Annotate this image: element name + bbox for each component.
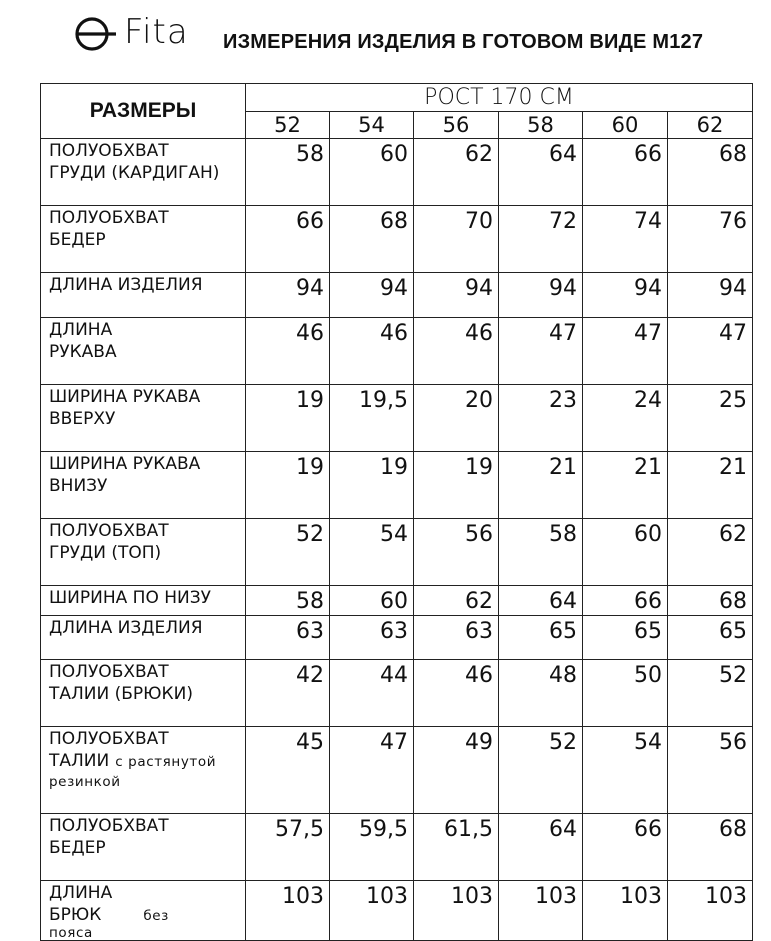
table-row — [41, 519, 753, 586]
measurement-value: 68 — [668, 586, 753, 616]
fita-logo-icon — [74, 12, 118, 52]
measurement-value: 94 — [246, 273, 330, 318]
measurement-value: 64 — [499, 139, 583, 206]
measurement-value: 45 — [246, 727, 330, 814]
measurement-value: 19 — [246, 452, 330, 519]
measurement-label — [41, 385, 246, 452]
measurement-value: 65 — [668, 616, 753, 660]
table-row — [41, 616, 753, 660]
size-header: 60 — [583, 112, 668, 139]
size-header: 62 — [668, 112, 753, 139]
measurement-label-line: ТАЛИИ — [49, 751, 110, 771]
measurement-label-tail: пояса — [49, 925, 93, 941]
measurement-label — [41, 586, 246, 616]
measurement-value: 94 — [414, 273, 499, 318]
measurement-value: 60 — [583, 519, 668, 586]
measurement-label-line: ДЛИНА — [49, 883, 113, 903]
measurement-value: 47 — [499, 318, 583, 385]
measurement-label-line: ПОЛУОБХВАТ — [49, 208, 169, 228]
measurement-value: 68 — [668, 139, 753, 206]
measurement-value: 61,5 — [414, 814, 499, 881]
measurement-label — [41, 727, 246, 814]
measurement-label-line: ШИРИНА ПО НИЗУ — [49, 588, 212, 608]
table-row — [41, 586, 753, 616]
measurement-value: 103 — [246, 881, 330, 941]
measurement-value: 21 — [499, 452, 583, 519]
measurement-value: 94 — [499, 273, 583, 318]
measurement-value: 62 — [668, 519, 753, 586]
table-body — [41, 139, 753, 941]
table-row — [41, 660, 753, 727]
measurement-label-line: ПОЛУОБХВАТ — [49, 816, 169, 836]
measurement-value: 25 — [668, 385, 753, 452]
measurement-label — [41, 273, 246, 318]
brand-logo — [74, 10, 189, 54]
measurement-label — [41, 660, 246, 727]
table-row — [41, 385, 753, 452]
brand-name: Fita — [124, 12, 189, 52]
measurement-value: 47 — [583, 318, 668, 385]
measurement-label-line: ПОЛУОБХВАТ — [49, 662, 169, 682]
measurement-value: 65 — [499, 616, 583, 660]
measurement-value: 49 — [414, 727, 499, 814]
measurement-value: 74 — [583, 206, 668, 273]
measurement-label — [41, 881, 246, 941]
measurement-label-line: ВНИЗУ — [49, 476, 108, 496]
measurement-value: 44 — [330, 660, 414, 727]
measurement-label-note: без — [143, 908, 169, 924]
measurement-value: 103 — [330, 881, 414, 941]
measurement-label-note: с растянутой — [115, 754, 217, 770]
measurement-value: 58 — [246, 139, 330, 206]
measurement-label-line: БЕДЕР — [49, 230, 106, 250]
size-header: 54 — [330, 112, 414, 139]
measurement-value: 24 — [583, 385, 668, 452]
measurement-value: 94 — [583, 273, 668, 318]
measurement-value: 46 — [330, 318, 414, 385]
measurement-value: 21 — [583, 452, 668, 519]
page-title: ИЗМЕРЕНИЯ ИЗДЕЛИЯ В ГОТОВОМ ВИДЕ М127 — [223, 31, 704, 53]
measurement-value: 103 — [499, 881, 583, 941]
measurement-value: 58 — [499, 519, 583, 586]
measurement-value: 64 — [499, 586, 583, 616]
measurement-value: 52 — [499, 727, 583, 814]
measurement-label-line: ТАЛИИ (БРЮКИ) — [49, 684, 193, 704]
size-header: 52 — [246, 112, 330, 139]
measurement-value: 66 — [246, 206, 330, 273]
measurement-value: 52 — [246, 519, 330, 586]
table-row — [41, 727, 753, 814]
measurement-value: 58 — [246, 586, 330, 616]
measurement-value: 47 — [330, 727, 414, 814]
measurement-value: 19 — [330, 452, 414, 519]
measurement-value: 60 — [330, 139, 414, 206]
measurement-value: 63 — [414, 616, 499, 660]
measurement-value: 66 — [583, 814, 668, 881]
measurement-label — [41, 318, 246, 385]
measurement-value: 70 — [414, 206, 499, 273]
measurement-value: 54 — [583, 727, 668, 814]
measurement-value: 21 — [668, 452, 753, 519]
size-chart-table — [40, 83, 753, 941]
measurement-value: 62 — [414, 586, 499, 616]
measurement-label-line: ПОЛУОБХВАТ — [49, 729, 169, 749]
measurement-value: 23 — [499, 385, 583, 452]
measurement-label-tail: резинкой — [49, 774, 121, 790]
measurement-label-line: ВВЕРХУ — [49, 409, 116, 429]
measurement-value: 63 — [330, 616, 414, 660]
measurement-value: 46 — [414, 660, 499, 727]
measurement-value: 52 — [668, 660, 753, 727]
measurement-value: 66 — [583, 139, 668, 206]
table-row — [41, 139, 753, 206]
measurement-value: 59,5 — [330, 814, 414, 881]
measurement-label-line: ДЛИНА ИЗДЕЛИЯ — [49, 618, 203, 638]
measurement-label-line: ДЛИНА — [49, 320, 113, 340]
measurement-label — [41, 814, 246, 881]
measurement-label-line: ГРУДИ (ТОП) — [49, 543, 162, 563]
table-row — [41, 273, 753, 318]
measurement-value: 66 — [583, 586, 668, 616]
measurement-label-line: РУКАВА — [49, 342, 117, 362]
measurement-label-line: ШИРИНА РУКАВА — [49, 387, 201, 407]
measurement-label-line: ШИРИНА РУКАВА — [49, 454, 201, 474]
measurement-value: 47 — [668, 318, 753, 385]
height-group-header: РОСТ 170 СМ — [246, 84, 753, 112]
measurement-value: 46 — [414, 318, 499, 385]
measurement-value: 103 — [414, 881, 499, 941]
size-header: 58 — [499, 112, 583, 139]
measurement-value: 19 — [246, 385, 330, 452]
measurement-label-line: ДЛИНА ИЗДЕЛИЯ — [49, 275, 203, 295]
measurement-value: 56 — [668, 727, 753, 814]
table-row — [41, 814, 753, 881]
measurement-value: 94 — [330, 273, 414, 318]
measurement-value: 19,5 — [330, 385, 414, 452]
measurement-label — [41, 206, 246, 273]
sizes-header: РАЗМЕРЫ — [41, 84, 246, 139]
measurement-value: 54 — [330, 519, 414, 586]
measurement-label — [41, 139, 246, 206]
table-row — [41, 318, 753, 385]
measurement-value: 103 — [583, 881, 668, 941]
measurement-label — [41, 452, 246, 519]
measurement-value: 68 — [668, 814, 753, 881]
measurement-value: 50 — [583, 660, 668, 727]
measurement-value: 68 — [330, 206, 414, 273]
header-row-group — [41, 84, 753, 112]
measurement-label-line: БЕДЕР — [49, 838, 106, 858]
size-header: 56 — [414, 112, 499, 139]
table-row — [41, 206, 753, 273]
measurement-value: 62 — [414, 139, 499, 206]
measurement-value: 94 — [668, 273, 753, 318]
measurement-value: 65 — [583, 616, 668, 660]
measurement-value: 103 — [668, 881, 753, 941]
measurement-value: 60 — [330, 586, 414, 616]
table-row — [41, 881, 753, 941]
measurement-value: 42 — [246, 660, 330, 727]
measurement-value: 63 — [246, 616, 330, 660]
measurement-label-line: ПОЛУОБХВАТ — [49, 521, 169, 541]
measurement-value: 46 — [246, 318, 330, 385]
measurement-label-line: БРЮК — [49, 905, 102, 925]
measurement-value: 48 — [499, 660, 583, 727]
table-row — [41, 452, 753, 519]
measurement-value: 20 — [414, 385, 499, 452]
measurement-value: 64 — [499, 814, 583, 881]
measurement-label-line: ПОЛУОБХВАТ — [49, 141, 169, 161]
measurement-label — [41, 519, 246, 586]
measurement-value: 19 — [414, 452, 499, 519]
measurement-value: 72 — [499, 206, 583, 273]
measurement-label-line: ГРУДИ (КАРДИГАН) — [49, 163, 220, 183]
measurement-value: 76 — [668, 206, 753, 273]
measurement-value: 57,5 — [246, 814, 330, 881]
measurement-value: 56 — [414, 519, 499, 586]
measurement-label — [41, 616, 246, 660]
